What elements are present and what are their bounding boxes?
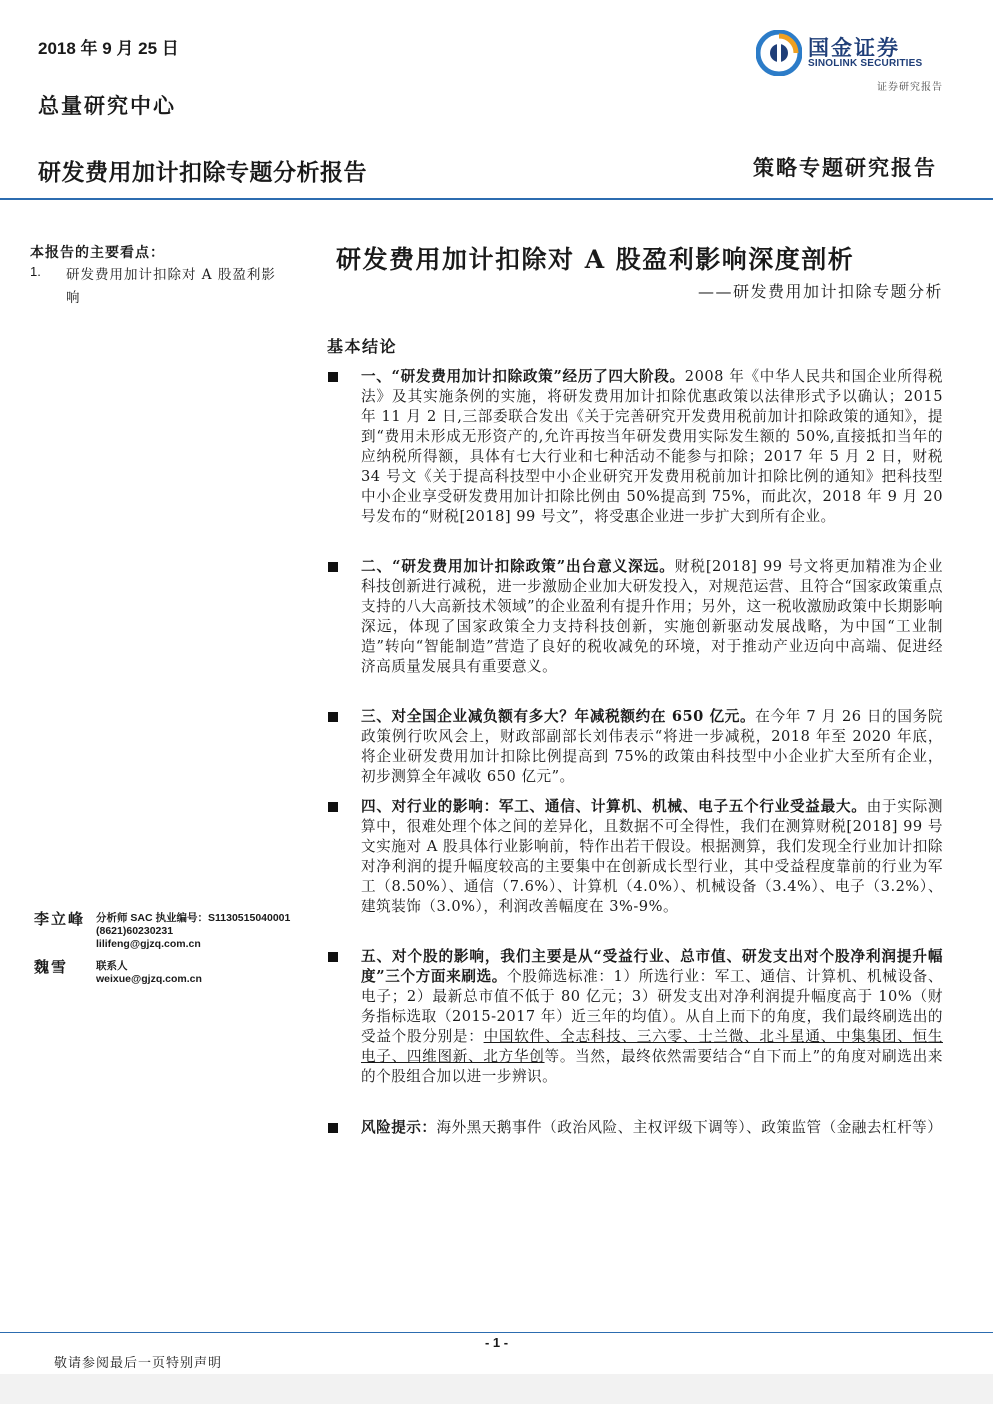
contact-info — [96, 960, 316, 986]
contact-name: 魏雪 — [34, 958, 69, 976]
footer-band — [0, 1374, 993, 1404]
conclusion-heading: 基本结论 — [327, 337, 398, 356]
header-divider — [0, 198, 993, 200]
report-name: 研发费用加计扣除专题分析报告 — [38, 159, 367, 185]
paragraph-lead: 五、对个股的影响，我们主要是从“受益行业、总市值、研发支出对个股净利润提升幅度”三个方面来刷选。 — [361, 948, 943, 985]
risk-warning — [361, 1118, 943, 1138]
highlight-item: 研发费用加计扣除对 A 股盈利影响 — [66, 267, 276, 306]
analyst-info — [96, 912, 316, 951]
footer-divider — [0, 1332, 993, 1333]
analyst-role: 分析师 SAC 执业编号： — [96, 912, 209, 924]
report-date: 2018 年 9 月 25 日 — [38, 39, 179, 58]
bullet-icon — [328, 372, 338, 382]
company-logo — [756, 30, 946, 76]
main-subtitle: ——研发费用加计扣除专题分析 — [697, 282, 943, 301]
logo-chinese-name: 国金证券 — [808, 37, 900, 60]
bullet-icon — [328, 952, 338, 962]
bullet-icon — [328, 562, 338, 572]
conclusion-paragraph — [361, 797, 943, 917]
analyst-name: 李立峰 — [34, 910, 86, 928]
paragraph-body: 由于实际测算中，很难处理个体之间的差异化，且数据不可全得性，我们在测算财税[2018] 99 号文实施对 A 股具体行业影响前，特作出若干假设。根据测算，我们发现全行业加计扣除对净利润的提升幅度较高的主要集中在创新成长型行业，其中受益程度靠前的行业为军工（8.50%）、通信（7.6%）、计算机（4.0%）、机械设备（3.4%）、电子（3.2%）、建筑装饰（3.0%），利润改善幅度在 3%-9%。 — [361, 798, 943, 915]
footer-disclaimer: 敬请参阅最后一页特别声明 — [54, 1356, 223, 1371]
bullet-icon — [328, 1123, 338, 1133]
paragraph-body: 在今年 7 月 26 日的国务院政策例行吹风会上，财政部副部长刘伟表示“将进一步减税，2018 年至 2020 年底，将企业研发费用加计扣除比例提高到 75%的政策由科技型中小企业扩大至所有企业，初步测算全年减收 650 亿元”。 — [361, 708, 943, 785]
paragraph-lead: 二、“研发费用加计扣除政策”出台意义深远。 — [361, 558, 675, 575]
analyst-sac-id: S1130515040001 — [208, 912, 291, 924]
bullet-icon — [328, 802, 338, 812]
bullet-icon — [328, 712, 338, 722]
conclusion-paragraph — [361, 557, 943, 677]
paragraph-lead: 四、对行业的影响：军工、通信、计算机、机械、电子五个行业受益最大。 — [361, 798, 867, 815]
contact-role: 联系人 — [96, 960, 128, 972]
page-number: - 1 - — [484, 1335, 509, 1350]
analyst-phone: (8621)60230231 — [96, 925, 174, 937]
main-title: 研发费用加计扣除对 A 股盈利影响深度剖析 — [336, 245, 855, 274]
recommended-stocks-link[interactable]: 中国软件、全志科技、三六零、士兰微、北斗星通、中集集团、恒生电子、四维图新、北方华创 — [361, 1028, 943, 1065]
conclusion-paragraph — [361, 367, 943, 527]
paragraph-body: 个股筛选标准：1）所选行业：军工、通信、计算机、机械设备、电子；2）最新总市值不低于 80 亿元；3）研发支出对净利润提升幅度高于 10%（财务指标选取（2015-2017 年）近三年的均值）。从自上而下的角度，我们最终刷选出的受益个股分别是： — [361, 968, 943, 1045]
paragraph-lead: 一、“研发费用加计扣除政策”经历了四大阶段。 — [361, 368, 685, 385]
paragraph-body: 2008 年《中华人民共和国企业所得税法》及其实施条例的实施，将研发费用加计扣除优惠政策以法律形式予以确认；2015 年 11 月 2 日,三部委联合发出《关于完善研究开发费用税前加计扣除政策的通知》，提到“费用未形成无形资产的,允许再按当年研发费用实际发生额的 50%,直接抵扣当年的应纳税所得额，具体有七大行业和七种活动不能参与扣除；2017 年 5 月 2 日，财税 34 号文《关于提高科技型中小企业研究开发费用税前加计扣除比例的通知》把科技型中小企业享受研发费用加计扣除比例由 50%提高到 75%，而此次，2018 年 9 月 20 号发布的“财税[2018] 99 号文”，将受惠企业进一步扩大到所有企业。 — [361, 368, 943, 525]
risk-warning-label: 风险提示： — [361, 1119, 437, 1136]
logo-english-name: SINOLINK SECURITIES — [808, 58, 923, 69]
conclusion-paragraph — [361, 947, 943, 1087]
conclusion-paragraph — [361, 707, 943, 787]
report-type: 策略专题研究报告 — [753, 155, 937, 180]
risk-warning-body: 海外黑天鹅事件（政治风险、主权评级下调等）、政策监管（金融去杠杆等） — [436, 1119, 943, 1136]
paragraph-body: 财税[2018] 99 号文将更加精准为企业科技创新进行减税，进一步激励企业加大研发投入，对规范运营、且符合“国家政策重点支持的八大高新技术领域”的企业盈利有提升作用；另外，这一税收激励政策中长期影响深远，体现了国家政策全力支持科技创新，实施创新驱动发展战略，为中国“工业制造”转向“智能制造”营造了良好的税收减免的环境，对于推动产业迈向中高端、促进经济高质量发展具有重要意义。 — [361, 558, 943, 675]
logo-subtitle: 证券研究报告 — [877, 82, 943, 93]
paragraph-body-end: 等。当然，最终依然需要结合“自下而上”的角度对刷选出来的个股组合加以进一步辨识。 — [361, 1048, 943, 1085]
analyst-email: lilifeng@gjzq.com.cn — [96, 938, 201, 950]
contact-email: weixue@gjzq.com.cn — [96, 973, 202, 985]
research-center-label: 总量研究中心 — [38, 93, 176, 118]
paragraph-lead: 三、对全国企业减负额有多大？年减税额约在 650 亿元。 — [361, 708, 756, 725]
sinolink-logo-icon — [756, 30, 802, 76]
highlight-number: 1. — [30, 264, 41, 279]
highlights-title: 本报告的主要看点： — [30, 245, 165, 261]
